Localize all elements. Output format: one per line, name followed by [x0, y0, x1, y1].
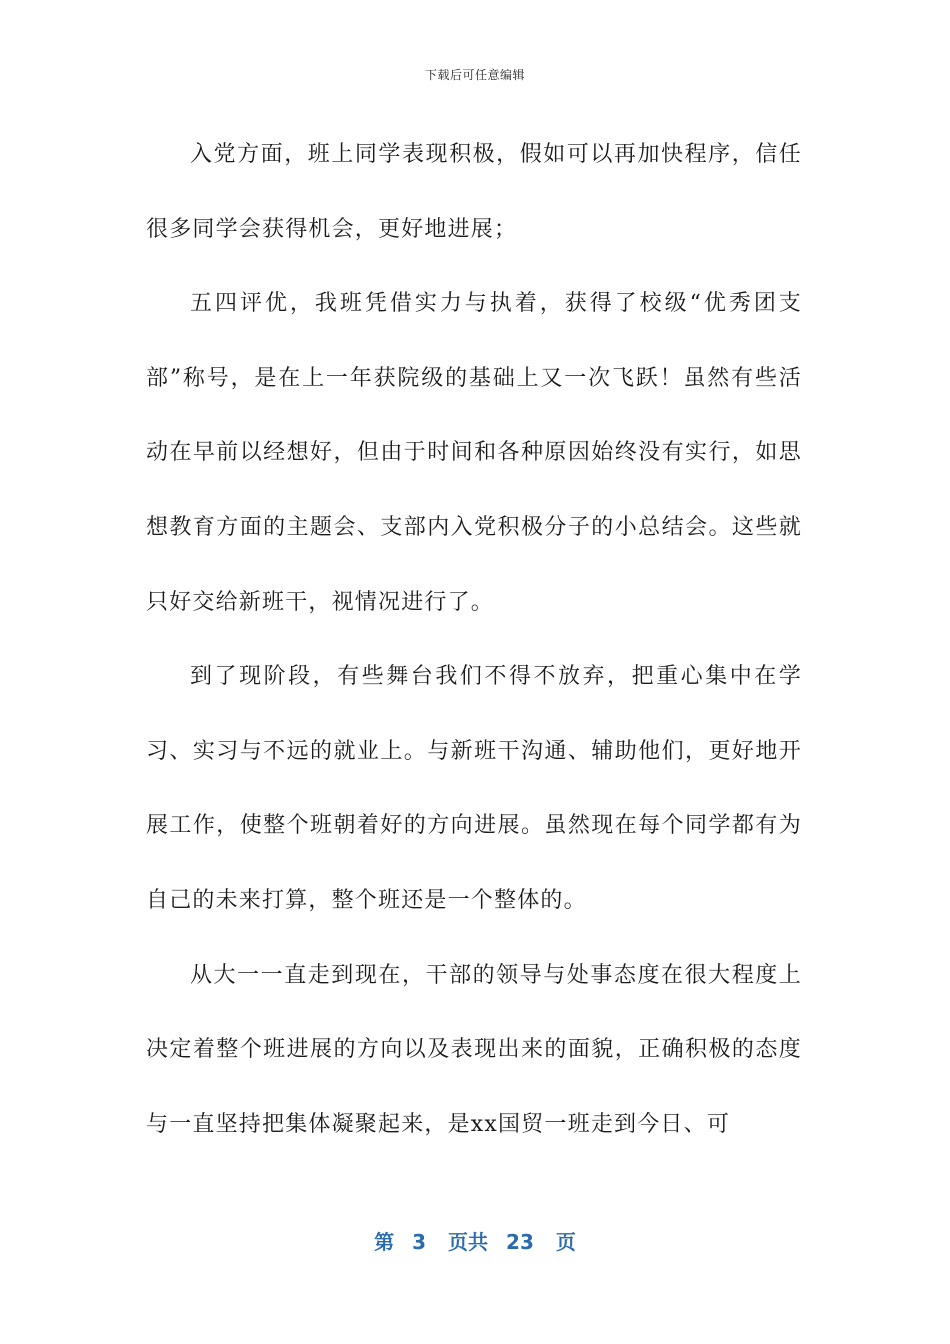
footer-total-pages: 23: [506, 1230, 534, 1254]
paragraph: 从大一一直走到现在，干部的领导与处事态度在很大程度上决定着整个班进展的方向以及表现出来的面貌，正确积极的态度与一直坚持把集体凝聚起来，是xx国贸一班走到今日、可: [146, 962, 802, 1137]
page-footer: [0, 1226, 950, 1255]
footer-middle: 页共: [448, 1230, 489, 1254]
footer-suffix: 页: [555, 1230, 576, 1254]
paragraph: 到了现阶段，有些舞台我们不得不放弃，把重心集中在学习、实习与不远的就业上。与新班干沟通、辅助他们，更好地开展工作，使整个班朝着好的方向进展。虽然现在每个同学都有为自己的未来打算，整个班还是一个整体的。: [146, 664, 802, 913]
footer-prefix: 第: [374, 1230, 395, 1254]
paragraph: 入党方面，班上同学表现积极，假如可以再加快程序，信任很多同学会获得机会，更好地进展；: [146, 142, 802, 242]
document-body: [146, 118, 802, 1162]
paragraph: 五四评优，我班凭借实力与执着，获得了校级“优秀团支部”称号，是在上一年获院级的基础上又一次飞跃！虽然有些活动在早前以经想好，但由于时间和各种原因始终没有实行，如思想教育方面的主题会、支部内入党积极分子的小总结会。这些就只好交给新班干，视情况进行了。: [146, 291, 802, 615]
page-header: 下载后可任意编辑: [424, 68, 525, 82]
footer-current-page: 3: [412, 1230, 427, 1254]
